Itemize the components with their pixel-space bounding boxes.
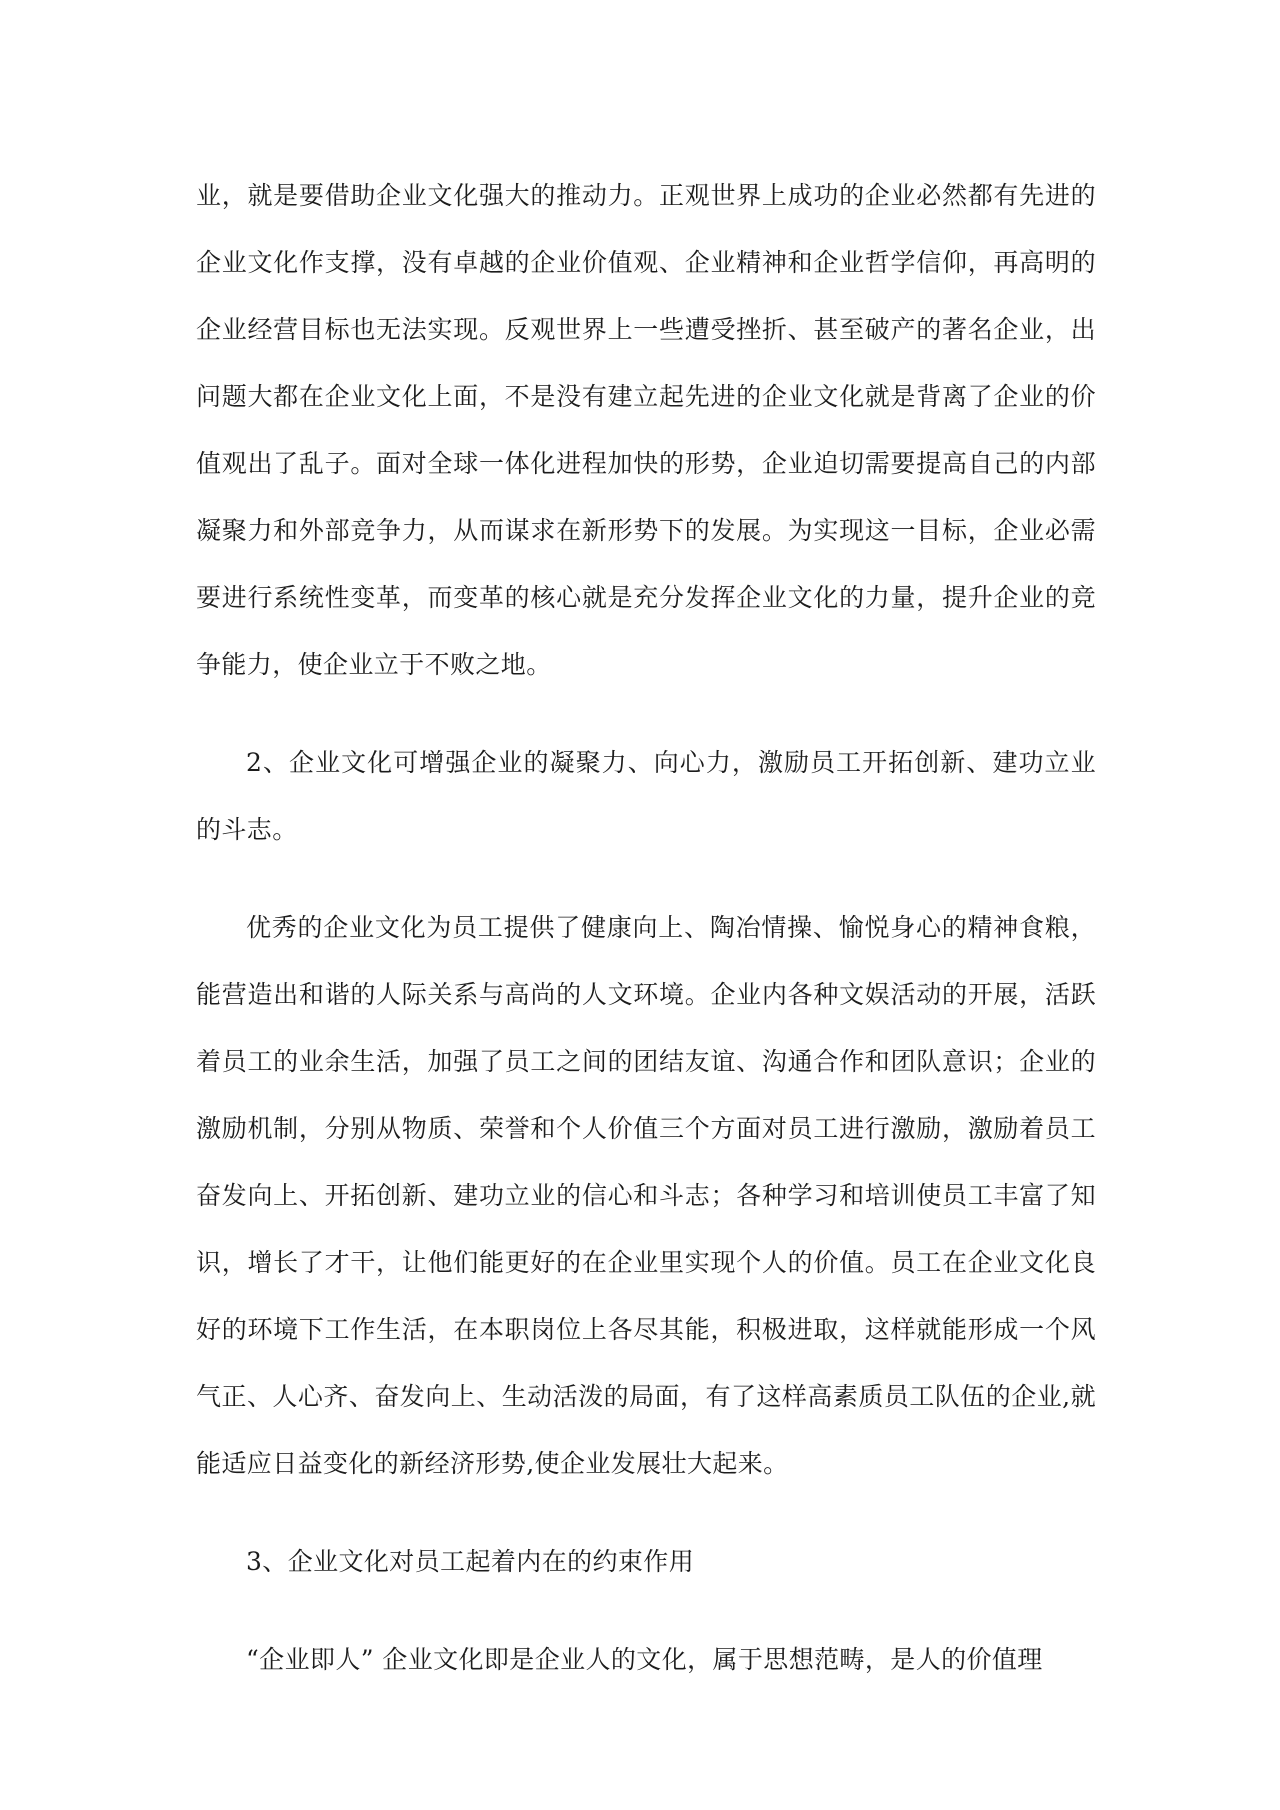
- paragraph-spacer: [196, 863, 1096, 894]
- section-heading-2: 2、企业文化可增强企业的凝聚力、向心力，激励员工开拓创新、建功立业的斗志。: [196, 748, 1096, 844]
- paragraph-continuation: 业，就是要借助企业文化强大的推动力。正观世界上成功的企业必然都有先进的企业文化作支撑，没有卓越的企业价值观、企业精神和企业哲学信仰，再高明的企业经营目标也无法实现。反观世界上一些遭受挫折、甚至破产的著名企业，出问题大都在企业文化上面，不是没有建立起先进的企业文化就是背离了企业的价值观出了乱子。面对全球一体化进程加快的形势，企业迫切需要提高自己的内部凝聚力和外部竞争力，从而谋求在新形势下的发展。为实现这一目标，企业必需要进行系统性变革，而变革的核心就是充分发挥企业文化的力量，提升企业的竞争能力，使企业立于不败之地。: [196, 181, 1096, 679]
- section-heading-3: 3、企业文化对员工起着内在的约束作用: [246, 1547, 695, 1576]
- document-body: [196, 162, 1096, 1693]
- paragraph-spacer: [196, 1497, 1096, 1528]
- paragraph-spacer: [196, 698, 1096, 729]
- paragraph-spacer: [196, 1595, 1096, 1626]
- paragraph-body: 优秀的企业文化为员工提供了健康向上、陶冶情操、愉悦身心的精神食粮，能营造出和谐的人际关系与高尚的人文环境。企业内各种文娱活动的开展，活跃着员工的业余生活，加强了员工之间的团结友谊、沟通合作和团队意识；企业的激励机制，分别从物质、荣誉和个人价值三个方面对员工进行激励，激励着员工奋发向上、开拓创新、建功立业的信心和斗志；各种学习和培训使员工丰富了知识，增长了才干，让他们能更好的在企业里实现个人的价值。员工在企业文化良好的环境下工作生活，在本职岗位上各尽其能，积极进取，这样就能形成一个风气正、人心齐、奋发向上、生动活泼的局面，有了这样高素质员工队伍的企业,就能适应日益变化的新经济形势,使企业发展壮大起来。: [196, 913, 1096, 1478]
- paragraph-body-last: “企业即人” 企业文化即是企业人的文化，属于思想范畴，是人的价值理: [246, 1645, 1043, 1674]
